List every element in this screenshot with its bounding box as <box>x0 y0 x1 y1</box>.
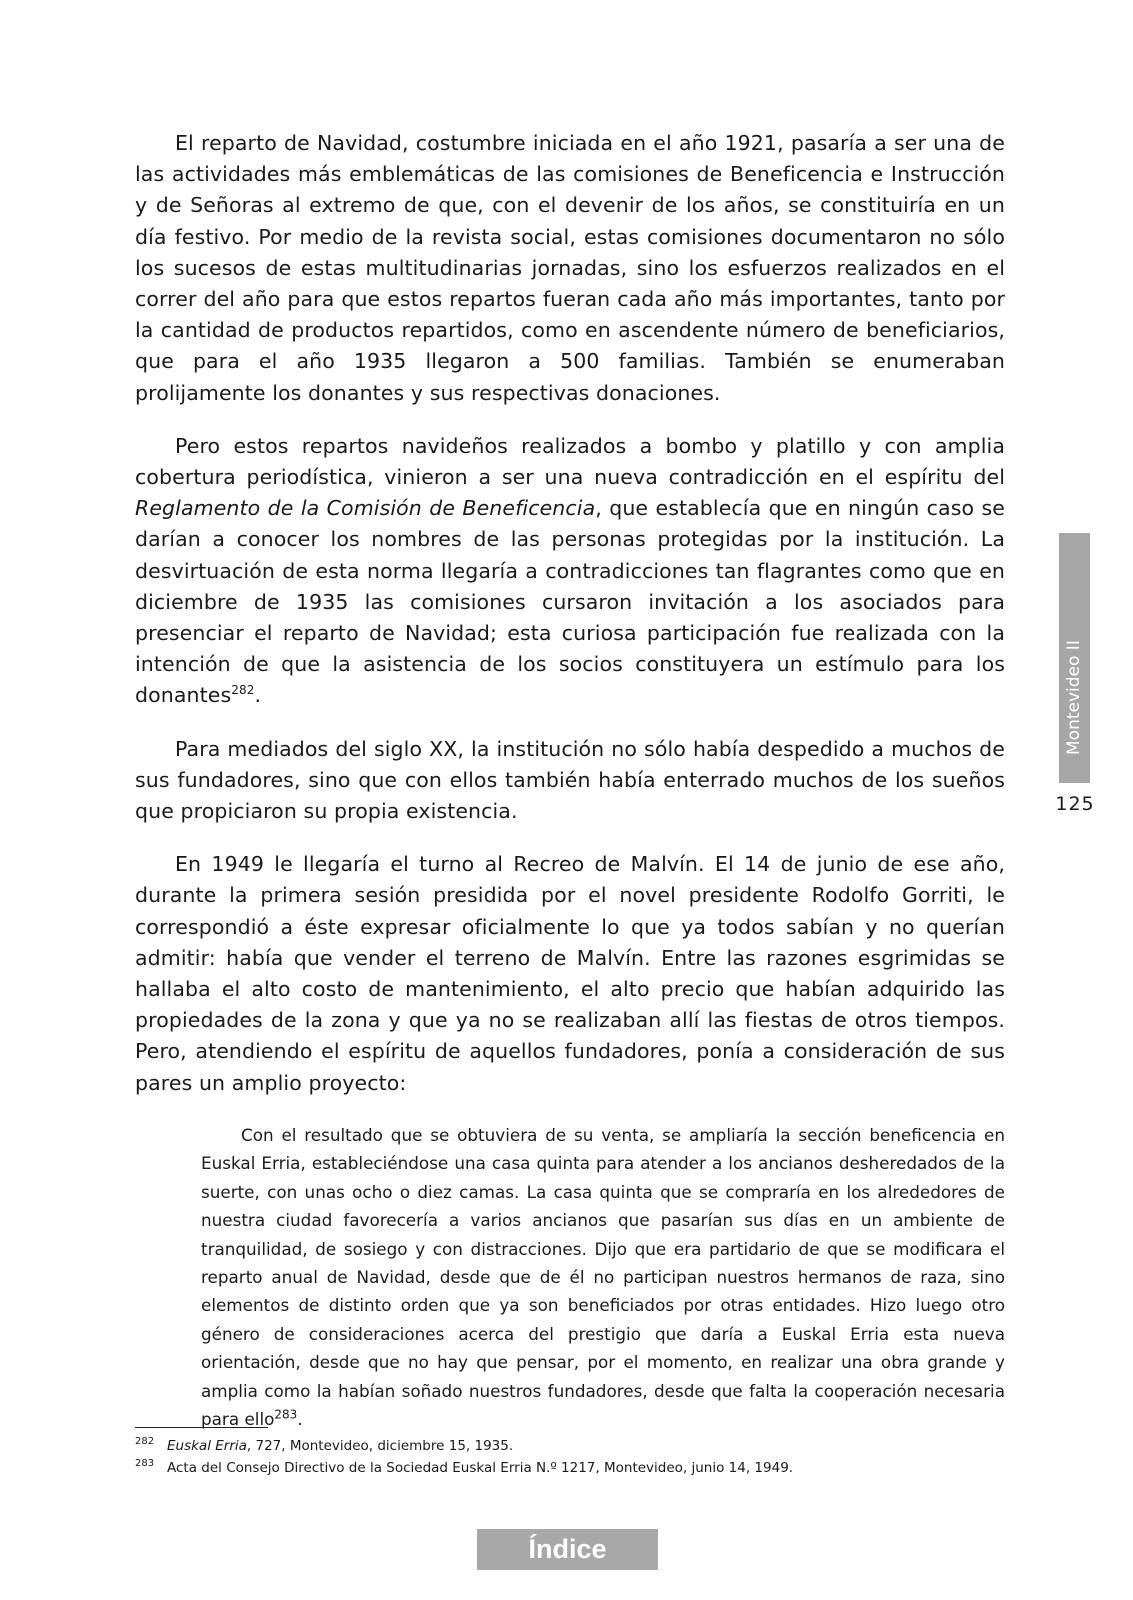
paragraph-2-text-a: Pero estos repartos navideños realizados a bombo y platillo y con amplia cobertura periodística, vinieron a ser una nueva contradicción en el espíritu del <box>135 433 1005 490</box>
footnote-text <box>167 1457 793 1479</box>
paragraph-2-end: . <box>254 683 262 708</box>
footnote-ref-283[interactable]: 283 <box>274 1407 298 1422</box>
footnote-ref-282[interactable]: 282 <box>231 683 255 698</box>
page-number: 125 <box>1055 793 1095 815</box>
footnote-divider <box>135 1427 268 1428</box>
footnote-number: 283 <box>135 1458 155 1469</box>
footnote-body: Acta del Consejo Directivo de la Sociedad Euskal Erria N.º 1217, Montevideo, junio 14, 1949. <box>167 1460 794 1476</box>
block-quote-end: . <box>297 1408 303 1429</box>
block-quote <box>201 1121 1005 1433</box>
section-label-text: Montevideo II <box>1064 640 1084 755</box>
regulation-title: Reglamento de la Comisión de Beneficencia <box>135 496 596 521</box>
footnote-283 <box>135 1457 1005 1479</box>
footnote-body: , 727, Montevideo, diciembre 15, 1935. <box>246 1438 514 1454</box>
footnote-italic: Euskal Erria <box>167 1438 247 1454</box>
paragraph-2 <box>135 431 1005 712</box>
footnote-282 <box>135 1435 1005 1457</box>
footnote-text <box>167 1435 513 1457</box>
paragraph-3: Para mediados del siglo XX, la institución no sólo había despedido a muchos de sus fundadores, sino que con ellos también había enterrado muchos de los sueños que propiciaron su propia existencia. <box>135 736 1005 824</box>
main-text <box>135 128 1005 1433</box>
paragraph-2-text-b: , que establecía que en ningún caso se darían a conocer los nombres de las personas protegidas por la institución. La desvirtuación de esta norma llegaría a contradicciones tan flagrantes como que en diciembre de 1935 las comisiones cursaron invitación a los asociados para presenciar el reparto de Navidad; esta curiosa participación fue realizada con la intención de que la asistencia de los socios constituyera un estímulo para los donantes <box>135 496 1005 708</box>
index-button[interactable]: Índice <box>477 1529 658 1570</box>
footnotes <box>135 1435 1005 1479</box>
footnote-number: 282 <box>135 1436 155 1447</box>
paragraph-4: En 1949 le llegaría el turno al Recreo de Malvín. El 14 de junio de ese año, durante la primera sesión presidida por el novel presidente Rodolfo Gorriti, le correspondió a éste expresar oficialmente lo que ya todos sabían y no querían admitir: había que vender el terreno de Malvín. Entre las razones esgrimidas se hallaba el alto costo de mantenimiento, el alto precio que habían adquirido las propiedades de la zona y que ya no se realizaban allí las fiestas de otros tiempos. Pero, atendiendo el espíritu de aquellos fundadores, ponía a consideración de sus pares un amplio proyecto: <box>135 852 1005 1095</box>
paragraph-1: El reparto de Navidad, costumbre iniciada en el año 1921, pasaría a ser una de las actividades más emblemáticas de las comisiones de Beneficencia e Instrucción y de Señoras al extremo de que, con el devenir de los años, se constituiría en un día festivo. Por medio de la revista social, estas comisiones documentaron no sólo los sucesos de estas multitudinarias jornadas, sino los esfuerzos realizados en el correr del año para que estos repartos fueran cada año más importantes, tanto por la cantidad de productos repartidos, como en ascendente número de beneficiarios, que para el año 1935 llegaron a 500 familias. También se enumeraban prolijamente los donantes y sus respectivas donaciones. <box>135 131 1005 405</box>
block-quote-text: Con el resultado que se obtuviera de su venta, se ampliaría la sección beneficencia en Euskal Erria, estableciéndose una casa quinta para atender a los ancianos desheredados de la suerte, con unas ocho o diez camas. La casa quinta que se compraría en los alrededores de nuestra ciudad favorecería a varios ancianos que pasarían sus días en un ambiente de tranquilidad, de sosiego y con distracciones. Dijo que era partidario de que se modificara el reparto anual de Navidad, desde que de él no participan nuestros hermanos de raza, sino elementos de distinto orden que ya son beneficiados por otras entidades. Hizo luego otro género de consideraciones acerca del prestigio que daría a Euskal Erria esta nueva orientación, desde que no hay que pensar, por el momento, en realizar una obra grande y amplia como la habían soñado nuestros fundadores, desde que falta la cooperación necesaria para ello <box>201 1124 1005 1429</box>
